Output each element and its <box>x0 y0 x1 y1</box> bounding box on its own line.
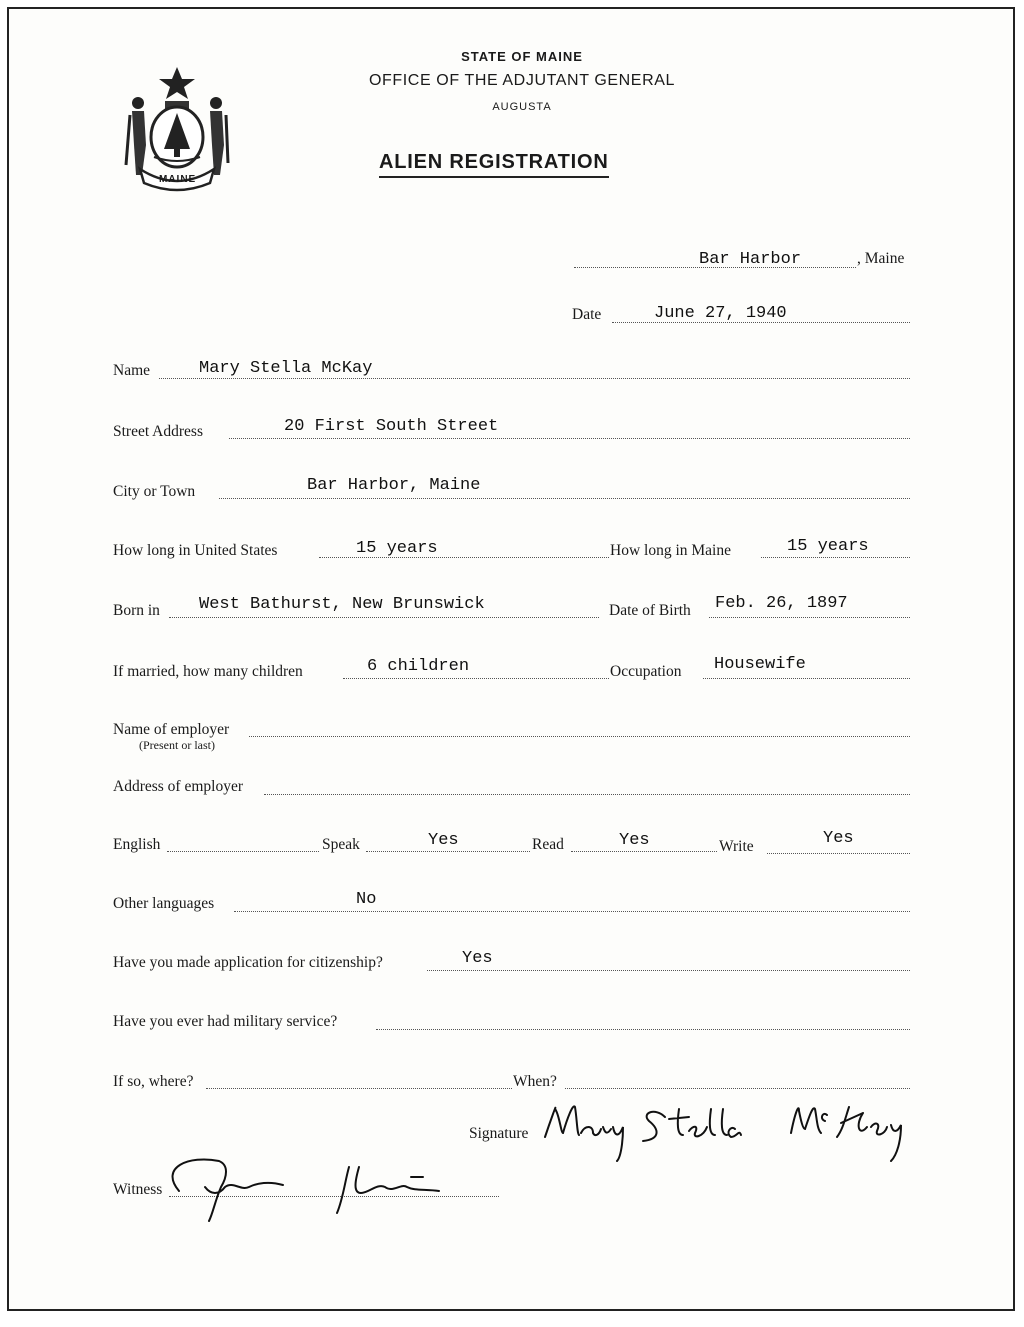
write-label: Write <box>719 838 754 855</box>
street-value: 20 First South Street <box>284 417 499 436</box>
date-value: June 27, 1940 <box>654 304 787 323</box>
born-line <box>169 617 599 618</box>
employer-sublabel: (Present or last) <box>139 738 215 752</box>
read-value: Yes <box>619 831 650 850</box>
read-label: Read <box>532 836 564 853</box>
signature-label: Signature <box>469 1125 529 1142</box>
city-label: City or Town <box>113 483 196 500</box>
us-duration-label: How long in United States <box>113 542 278 559</box>
occupation-value: Housewife <box>714 655 806 674</box>
registration-form <box>7 7 1015 1311</box>
write-value: Yes <box>823 829 854 848</box>
employer-label: Name of employer <box>113 721 230 738</box>
other-languages-line <box>234 911 910 912</box>
place-suffix: , Maine <box>857 250 905 267</box>
children-label: If married, how many children <box>113 663 303 680</box>
dob-value: Feb. 26, 1897 <box>715 594 848 613</box>
english-label: English <box>113 836 161 853</box>
children-line <box>343 678 609 679</box>
name-label: Name <box>113 362 151 379</box>
office-heading: OFFICE OF THE ADJUTANT GENERAL <box>368 72 676 89</box>
speak-value: Yes <box>428 831 459 850</box>
signature-handwriting <box>537 1089 957 1169</box>
witness-signature <box>149 1147 479 1227</box>
street-line <box>229 438 910 439</box>
where-label: If so, where? <box>113 1073 194 1090</box>
citizenship-line <box>427 970 910 971</box>
witness-label: Witness <box>113 1181 163 1198</box>
date-label: Date <box>572 306 602 323</box>
born-value: West Bathurst, New Brunswick <box>199 595 485 614</box>
occupation-label: Occupation <box>610 663 682 680</box>
dob-label: Date of Birth <box>609 602 691 619</box>
speak-line <box>366 851 530 852</box>
military-label: Have you ever had military service? <box>113 1013 338 1030</box>
other-languages-label: Other languages <box>113 895 215 912</box>
maine-duration-line <box>761 557 910 558</box>
form-title: ALIEN REGISTRATION <box>379 151 609 178</box>
name-line <box>159 378 910 379</box>
place-value: Bar Harbor <box>699 250 802 269</box>
street-label: Street Address <box>113 423 203 440</box>
children-value: 6 children <box>367 657 470 676</box>
us-duration-value: 15 years <box>356 539 438 558</box>
citizenship-value: Yes <box>462 949 493 968</box>
english-line <box>167 851 319 852</box>
seal-lettering: MAINE <box>159 174 197 185</box>
other-languages-value: No <box>356 890 377 909</box>
maine-duration-value: 15 years <box>787 537 869 556</box>
maine-duration-label: How long in Maine <box>610 542 731 559</box>
dob-line <box>709 617 910 618</box>
state-heading: STATE OF MAINE <box>461 49 583 64</box>
city-value: Bar Harbor, Maine <box>307 476 481 495</box>
name-value: Mary Stella McKay <box>199 359 373 378</box>
where-line <box>206 1088 512 1089</box>
citizenship-label: Have you made application for citizenship? <box>113 954 383 971</box>
born-label: Born in <box>113 602 160 619</box>
city-heading: AUGUSTA <box>492 101 552 113</box>
write-line <box>767 853 910 854</box>
employer-line <box>249 736 910 737</box>
read-line <box>571 851 717 852</box>
military-line <box>376 1029 910 1030</box>
city-line <box>219 498 910 499</box>
employer-address-label: Address of employer <box>113 778 243 795</box>
speak-label: Speak <box>322 836 360 853</box>
when-label: When? <box>513 1073 557 1090</box>
occupation-line <box>703 678 910 679</box>
employer-address-line <box>264 794 910 795</box>
